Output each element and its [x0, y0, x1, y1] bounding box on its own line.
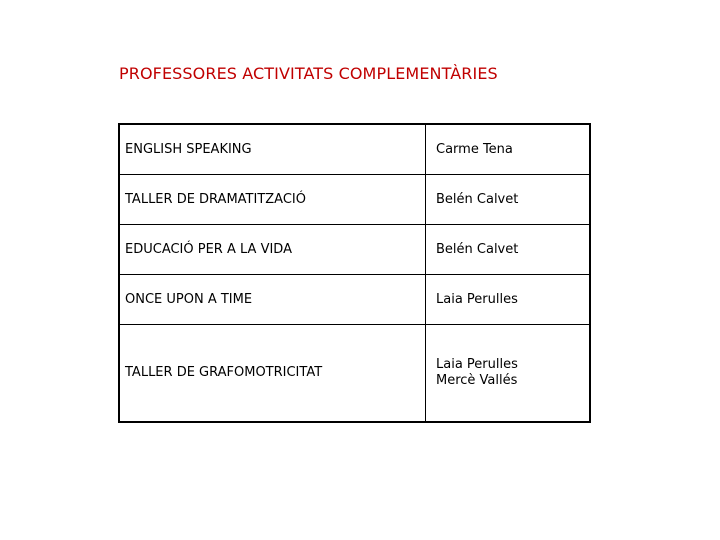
teacher-cell: Laia Perulles Mercè Vallés: [426, 325, 591, 423]
activity-cell: ONCE UPON A TIME: [119, 275, 426, 325]
activities-table: [118, 123, 591, 423]
activity-cell: EDUCACIÓ PER A LA VIDA: [119, 225, 426, 275]
table-row: [119, 225, 590, 275]
teacher-cell: Carme Tena: [426, 124, 591, 175]
activity-cell: TALLER DE GRAFOMOTRICITAT: [119, 325, 426, 423]
table-row: [119, 175, 590, 225]
teacher-cell: Belén Calvet: [426, 225, 591, 275]
table-row: [119, 124, 590, 175]
table-row: [119, 325, 590, 423]
page-title: PROFESSORES ACTIVITATS COMPLEMENTÀRIES: [119, 64, 498, 83]
table-row: [119, 275, 590, 325]
teacher-cell: Laia Perulles: [426, 275, 591, 325]
teacher-cell: Belén Calvet: [426, 175, 591, 225]
activity-cell: ENGLISH SPEAKING: [119, 124, 426, 175]
activity-cell: TALLER DE DRAMATITZACIÓ: [119, 175, 426, 225]
